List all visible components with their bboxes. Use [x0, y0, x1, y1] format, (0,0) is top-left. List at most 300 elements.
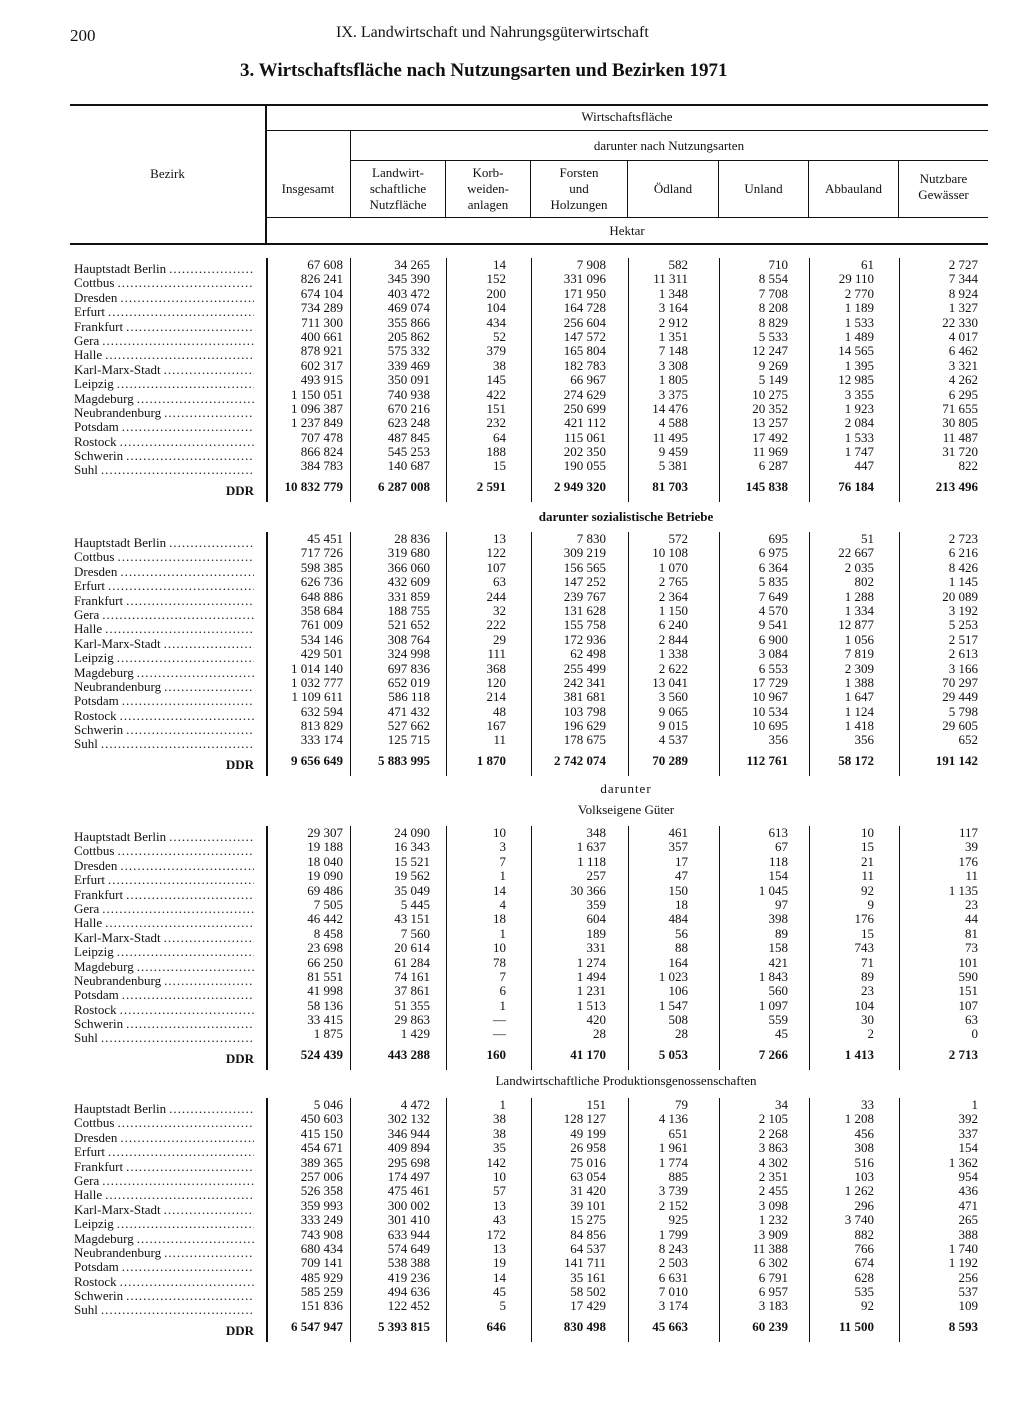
bezirk-label: Magdeburg [74, 959, 134, 974]
table-cell: 101 [958, 954, 978, 970]
table-cell: 7 560 [400, 925, 430, 941]
table-cell: 626 736 [300, 574, 343, 590]
bezirk-label: Halle [74, 916, 103, 931]
bezirk-label: Leipzig [74, 377, 114, 392]
table-cell: 1 327 [948, 300, 978, 316]
table-cell: 534 146 [300, 631, 343, 647]
bezirk-label: Schwerin [74, 1017, 124, 1032]
table-cell: 709 141 [300, 1255, 343, 1271]
bezirk-name [74, 1116, 254, 1130]
table-cell: 14 [493, 257, 506, 272]
table-cell: 623 248 [387, 415, 430, 431]
table-cell: 222 [486, 617, 506, 633]
bezirk-label: Rostock [74, 1274, 117, 1289]
table-cell: 813 829 [300, 718, 343, 734]
table-cell: 7 505 [313, 896, 343, 912]
bezirk-name [74, 565, 254, 579]
table-cell: 56 [675, 925, 688, 941]
table-cell: 164 728 [563, 300, 606, 316]
bezirk-name [74, 449, 254, 463]
table-cell: 356 [854, 732, 874, 748]
column-unland [702, 532, 788, 769]
table-cell: 484 [668, 911, 688, 927]
table-cell: 4 262 [948, 372, 978, 388]
table-cell: 366 060 [387, 559, 430, 575]
table-cell: 10 534 [752, 703, 788, 719]
table-cell: 3 [499, 839, 506, 855]
bezirk-name [74, 305, 254, 319]
table-cell: 38 [493, 357, 506, 373]
table-cell: 471 432 [387, 703, 430, 719]
table-cell: 172 936 [563, 631, 606, 647]
dot-leader [137, 666, 254, 680]
table-cell: 4 472 [400, 1097, 430, 1112]
table-cell: 30 366 [570, 882, 606, 898]
table-cell: 346 944 [387, 1125, 430, 1141]
table-cell: 182 783 [563, 357, 606, 373]
table-cell: 359 993 [300, 1197, 343, 1213]
bezirk-label: Gera [74, 1173, 100, 1188]
table-cell: 717 726 [300, 545, 343, 561]
table-cell: 2 912 [658, 314, 688, 330]
col-header-landwirtschaftliche-nutzflaeche: Landwirt- schaftliche Nutzfläche [369, 165, 427, 212]
table-cell: 8 458 [313, 925, 343, 941]
dot-leader [120, 1131, 254, 1145]
table-cell: 106 [668, 983, 688, 999]
table-cell: 2 765 [658, 574, 688, 590]
table-cell: 309 219 [563, 545, 606, 561]
column-korbweidenanlagen [436, 826, 506, 1063]
total-cell: 5 883 995 [378, 752, 430, 768]
darunter-header: darunter nach Nutzungsarten [593, 138, 745, 153]
total-cell: 5 053 [658, 1046, 688, 1062]
bezirk-label: Schwerin [74, 1289, 124, 1304]
dot-leader [122, 694, 254, 708]
table-cell: 1 109 611 [291, 689, 343, 705]
table-cell: 103 798 [563, 703, 606, 719]
table-cell: 7 649 [758, 588, 788, 604]
table-cell: 6 975 [758, 545, 788, 561]
total-cell: 112 761 [746, 752, 788, 768]
dot-leader [102, 1174, 254, 1188]
bezirk-name [74, 637, 254, 651]
table-cell: 150 [668, 882, 688, 898]
table-cell: 29 307 [307, 825, 343, 840]
table-cell: 574 649 [387, 1240, 430, 1256]
table-cell: 3 560 [658, 689, 688, 705]
bezirk-name [74, 988, 254, 1002]
table-cell: 13 [493, 1197, 506, 1213]
bezirk-label: Neubrandenburg [74, 679, 162, 694]
table-cell: 674 [854, 1255, 874, 1271]
table-cell: 337 [958, 1125, 978, 1141]
table-cell: 1 192 [948, 1255, 978, 1271]
table-cell: 582 [668, 257, 688, 272]
table-cell: 35 049 [394, 882, 430, 898]
table-cell: 12 247 [752, 343, 788, 359]
table-cell: 18 [493, 911, 506, 927]
table-cell: 178 675 [563, 732, 606, 748]
table-cell: 47 [675, 868, 688, 884]
total-cell: 2 591 [476, 478, 506, 494]
bezirk-name [74, 579, 254, 593]
table-cell: 44 [965, 911, 978, 927]
table-cell: 2 455 [758, 1183, 788, 1199]
table-cell: 331 859 [387, 588, 430, 604]
section-heading: darunter sozialistische Betriebe [538, 509, 714, 524]
bezirk-name [74, 945, 254, 959]
table-cell: 256 [958, 1269, 978, 1285]
table-cell: 196 629 [563, 718, 606, 734]
table-cell: 356 [768, 732, 788, 748]
bezirk-name [74, 320, 254, 334]
table-cell: 2 152 [658, 1197, 688, 1213]
bezirk-name [74, 291, 254, 305]
dot-leader [126, 320, 254, 334]
dot-leader [164, 931, 254, 945]
table-cell: 3 183 [758, 1298, 788, 1314]
bezirk-name [74, 1289, 254, 1303]
table-cell: 10 [493, 940, 506, 956]
table-cell: 5 046 [313, 1097, 343, 1112]
table-cell: 392 [958, 1111, 978, 1127]
table-cell: 695 [768, 531, 788, 546]
table-cell: 3 084 [758, 646, 788, 662]
table-cell: 3 739 [658, 1183, 688, 1199]
table-cell: 300 002 [387, 1197, 430, 1213]
table-cell: 15 521 [394, 853, 430, 869]
bezirk-list [74, 262, 254, 478]
table-cell: 109 [958, 1298, 978, 1314]
table-cell: 469 074 [387, 300, 430, 316]
dot-leader [126, 449, 254, 463]
table-cell: 19 188 [307, 839, 343, 855]
table-cell: 1 208 [844, 1111, 874, 1127]
total-cell: 58 172 [838, 752, 874, 768]
table-cell: 3 740 [844, 1212, 874, 1228]
table-cell: 15 [861, 839, 874, 855]
dot-leader [164, 363, 254, 377]
table-cell: 19 [493, 1255, 506, 1271]
dot-leader [126, 1289, 254, 1303]
table-cell: 4 537 [658, 732, 688, 748]
page-title: 3. Wirtschaftsfläche nach Nutzungsarten und Bezirken 1971 [240, 60, 728, 81]
total-cell: 45 663 [652, 1318, 688, 1334]
table-cell: 151 [586, 1097, 606, 1112]
table-cell: 6 631 [658, 1269, 688, 1285]
table-cell: 1 145 [948, 574, 978, 590]
table-cell: 6 364 [758, 559, 788, 575]
dot-leader [169, 536, 254, 550]
table-cell: 350 091 [387, 372, 430, 388]
table-cell: 3 321 [948, 357, 978, 373]
table-cell: 151 836 [300, 1298, 343, 1314]
table-cell: 613 [768, 825, 788, 840]
table-cell: 188 [486, 444, 506, 460]
table-cell: 2 517 [948, 631, 978, 647]
table-cell: 202 350 [563, 444, 606, 460]
bezirk-label: Suhl [74, 463, 98, 478]
table-cell: 9 269 [758, 357, 788, 373]
table-cell: 400 661 [300, 328, 343, 344]
table-cell: 165 804 [563, 343, 606, 359]
bezirk-name [74, 888, 254, 902]
table-cell: 45 451 [307, 531, 343, 546]
table-cell: 308 [854, 1140, 874, 1156]
total-cell: 2 949 320 [554, 478, 606, 494]
table-cell: 29 863 [394, 1012, 430, 1028]
dot-leader [101, 463, 254, 477]
table-cell: 13 041 [652, 674, 688, 690]
table-cell: 8 554 [758, 271, 788, 287]
table-cell: 205 862 [387, 328, 430, 344]
table-cell: 26 958 [570, 1140, 606, 1156]
table-cell: 239 767 [563, 588, 606, 604]
table-cell: 331 [586, 940, 606, 956]
table-cell: 4 [499, 896, 506, 912]
table-cell: 156 565 [563, 559, 606, 575]
bezirk-name [74, 420, 254, 434]
table-cell: 398 [768, 911, 788, 927]
table-cell: 11 [861, 868, 874, 884]
dot-leader [102, 902, 254, 916]
table-cell: 164 [668, 954, 688, 970]
bezirk-name [74, 1102, 254, 1116]
table-cell: 20 089 [942, 588, 978, 604]
bezirk-name [74, 680, 254, 694]
dot-leader [164, 637, 254, 651]
bezirk-name [74, 1031, 254, 1045]
table-cell: 16 343 [394, 839, 430, 855]
bezirk-label: Schwerin [74, 723, 124, 738]
table-cell: 23 [861, 983, 874, 999]
table-cell: 3 375 [658, 386, 688, 402]
table-cell: 2 084 [844, 415, 874, 431]
table-cell: 34 [775, 1097, 788, 1112]
bezirk-label: Dresden [74, 1130, 118, 1145]
total-cell: 11 500 [838, 1318, 874, 1334]
table-cell: 384 783 [300, 458, 343, 474]
table-cell: 409 894 [387, 1140, 430, 1156]
table-cell: 403 472 [387, 285, 430, 301]
table-cell: 7 010 [658, 1284, 688, 1300]
table-cell: 200 [486, 285, 506, 301]
table-cell: 711 300 [301, 314, 343, 330]
table-cell: 32 [493, 602, 506, 618]
table-cell: 415 150 [300, 1125, 343, 1141]
bezirk-label: Magdeburg [74, 665, 134, 680]
bezirk-label: Neubrandenburg [74, 405, 162, 420]
table-cell: 51 [861, 531, 874, 546]
table-cell: 35 161 [570, 1269, 606, 1285]
dot-leader [126, 1160, 254, 1174]
dot-leader [108, 873, 254, 887]
table-cell: 70 297 [942, 674, 978, 690]
page-number: 200 [70, 26, 96, 45]
section-heading: darunter [600, 781, 652, 796]
table-cell: 10 695 [752, 718, 788, 734]
table-cell: 6 295 [948, 386, 978, 402]
column-landwirtschaftliche-nutzflaeche [348, 826, 430, 1063]
table-cell: 145 [486, 372, 506, 388]
table-cell: 23 698 [307, 940, 343, 956]
table-cell: 5 445 [400, 896, 430, 912]
col-header-abbauland: Abbauland [824, 181, 883, 196]
total-cell: 443 288 [387, 1046, 430, 1062]
table-cell: 1 231 [576, 983, 606, 999]
bezirk-name [74, 348, 254, 362]
table-cell: 1 338 [658, 646, 688, 662]
table-cell: 674 104 [300, 285, 343, 301]
table-cell: 1 070 [658, 559, 688, 575]
table-cell: 10 [493, 1168, 506, 1184]
bezirk-name [74, 392, 254, 406]
dot-leader [108, 579, 254, 593]
table-cell: 154 [958, 1140, 978, 1156]
table-cell: 545 253 [387, 444, 430, 460]
bezirk-name [74, 902, 254, 916]
column-insgesamt [263, 532, 343, 769]
section-heading: Landwirtschaftliche Produktionsgenossenschaften [495, 1073, 757, 1088]
col-header-unland: Unland [744, 181, 783, 196]
table-cell: 319 680 [387, 545, 430, 561]
bezirk-name [74, 1203, 254, 1217]
table-cell: 14 476 [652, 400, 688, 416]
dot-leader [117, 651, 254, 665]
table-cell: 521 652 [387, 617, 430, 633]
table-cell: 29 449 [942, 689, 978, 705]
table-cell: 652 019 [387, 674, 430, 690]
bezirk-label: Cottbus [74, 844, 115, 859]
bezirk-list [74, 1102, 254, 1318]
table-cell: 28 [593, 1026, 606, 1042]
column-landwirtschaftliche-nutzflaeche [348, 1098, 430, 1335]
table-cell: 1 150 051 [291, 386, 343, 402]
bezirk-list [74, 830, 254, 1046]
bezirk-label: Dresden [74, 858, 118, 873]
table-cell: 30 805 [942, 415, 978, 431]
dot-leader [120, 859, 254, 873]
table-cell: 22 330 [942, 314, 978, 330]
table-cell: 1 513 [576, 997, 606, 1013]
column-insgesamt [263, 826, 343, 1063]
table-cell: 2 351 [758, 1168, 788, 1184]
bezirk-label: Karl-Marx-Stadt [74, 1202, 161, 1217]
dot-leader [120, 1003, 254, 1017]
total-label: DDR [225, 483, 254, 498]
table-cell: 189 [586, 925, 606, 941]
table-cell: 734 289 [300, 300, 343, 316]
bezirk-name [74, 1260, 254, 1274]
table-cell: 11 388 [752, 1240, 788, 1256]
table-cell: 57 [493, 1183, 506, 1199]
table-cell: 3 909 [758, 1226, 788, 1242]
table-cell: 49 199 [570, 1125, 606, 1141]
dot-leader [137, 1232, 254, 1246]
table-cell: 1 [499, 1097, 506, 1112]
table-cell: 1 334 [844, 602, 874, 618]
table-cell: 2 844 [658, 631, 688, 647]
table-cell: 151 [958, 983, 978, 999]
bezirk-label: Rostock [74, 434, 117, 449]
table-cell: 81 [965, 925, 978, 941]
table-cell: 12 985 [838, 372, 874, 388]
table-cell: 10 [493, 825, 506, 840]
table-cell: 761 009 [300, 617, 343, 633]
column-korbweidenanlagen [436, 532, 506, 769]
table-cell: 535 [854, 1284, 874, 1300]
table-cell: 494 636 [387, 1284, 430, 1300]
table-cell: 697 836 [387, 660, 430, 676]
table-cell: 6 216 [948, 545, 978, 561]
bezirk-name [74, 1217, 254, 1231]
table-cell: 432 609 [387, 574, 430, 590]
dot-leader [108, 305, 254, 319]
dot-leader [169, 830, 254, 844]
bezirk-label: Frankfurt [74, 319, 124, 334]
table-cell: 2 723 [948, 531, 978, 546]
dot-leader [117, 945, 254, 959]
table-cell: 15 275 [570, 1212, 606, 1228]
column-abbauland [794, 532, 874, 769]
bezirk-name [74, 666, 254, 680]
table-cell: 628 [854, 1269, 874, 1285]
bezirk-label: Rostock [74, 708, 117, 723]
wirtschaftsflaeche-header: Wirtschaftsfläche [581, 109, 673, 124]
table-cell: 140 687 [387, 458, 430, 474]
table-cell: 826 241 [300, 271, 343, 287]
table-cell: 214 [486, 689, 506, 705]
bezirk-label: Frankfurt [74, 593, 124, 608]
table-cell: 142 [486, 1154, 506, 1170]
bezirk-name [74, 974, 254, 988]
table-cell: 339 469 [387, 357, 430, 373]
bezirk-name [74, 1303, 254, 1317]
dot-leader [120, 565, 254, 579]
total-cell: 76 184 [838, 478, 874, 494]
table-cell: 6 900 [758, 631, 788, 647]
table-cell: 10 967 [752, 689, 788, 705]
table-cell: 493 915 [300, 372, 343, 388]
bezirk-label: Karl-Marx-Stadt [74, 930, 161, 945]
bezirk-label: Erfurt [74, 579, 106, 594]
table-cell: 633 944 [387, 1226, 430, 1242]
table-cell: 1 533 [844, 429, 874, 445]
table-cell: 23 [965, 896, 978, 912]
bezirk-label: Hauptstadt Berlin [74, 262, 167, 276]
table-cell: 475 461 [387, 1183, 430, 1199]
table-cell: 176 [958, 853, 978, 869]
table-cell: 2 613 [948, 646, 978, 662]
table-cell: 3 098 [758, 1197, 788, 1213]
table-cell: 46 442 [307, 911, 343, 927]
dot-leader [126, 888, 254, 902]
bezirk-label: Schwerin [74, 449, 124, 464]
table-cell: 7 708 [758, 285, 788, 301]
table-cell: 6 [499, 983, 506, 999]
table-cell: 1 805 [658, 372, 688, 388]
column-oedland [604, 532, 688, 769]
table-cell: 604 [586, 911, 606, 927]
total-cell: 524 439 [300, 1046, 343, 1062]
bezirk-label: Gera [74, 901, 100, 916]
table-cell: 8 243 [658, 1240, 688, 1256]
table-cell: 802 [854, 574, 874, 590]
table-cell: 296 [854, 1197, 874, 1213]
table-cell: 379 [486, 343, 506, 359]
table-cell: 58 502 [570, 1284, 606, 1300]
table-cell: 4 570 [758, 602, 788, 618]
